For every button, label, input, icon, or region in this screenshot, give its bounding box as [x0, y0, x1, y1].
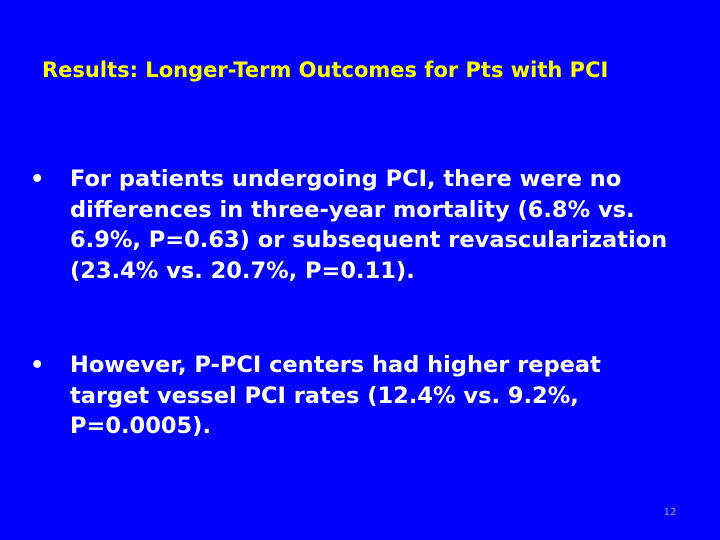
bullet-marker: •	[30, 352, 45, 378]
bullet-text-1: For patients undergoing PCI, there were no differences in three-year mortality (6.8% vs. 6.9%, P=0.63) or subsequent revascularization (23.4% vs. 20.7%, P=0.11).	[70, 166, 668, 284]
bullet-item-1	[30, 164, 690, 286]
bullet-text-2: However, P-PCI centers had higher repeat target vessel PCI rates (12.4% vs. 9.2%, P=0.0005).	[70, 352, 601, 439]
bullet-marker: •	[30, 166, 45, 192]
page-number: 12	[663, 507, 677, 518]
slide-title: Results: Longer-Term Outcomes for Pts with PCI	[42, 58, 609, 82]
bullet-item-2	[30, 350, 690, 442]
